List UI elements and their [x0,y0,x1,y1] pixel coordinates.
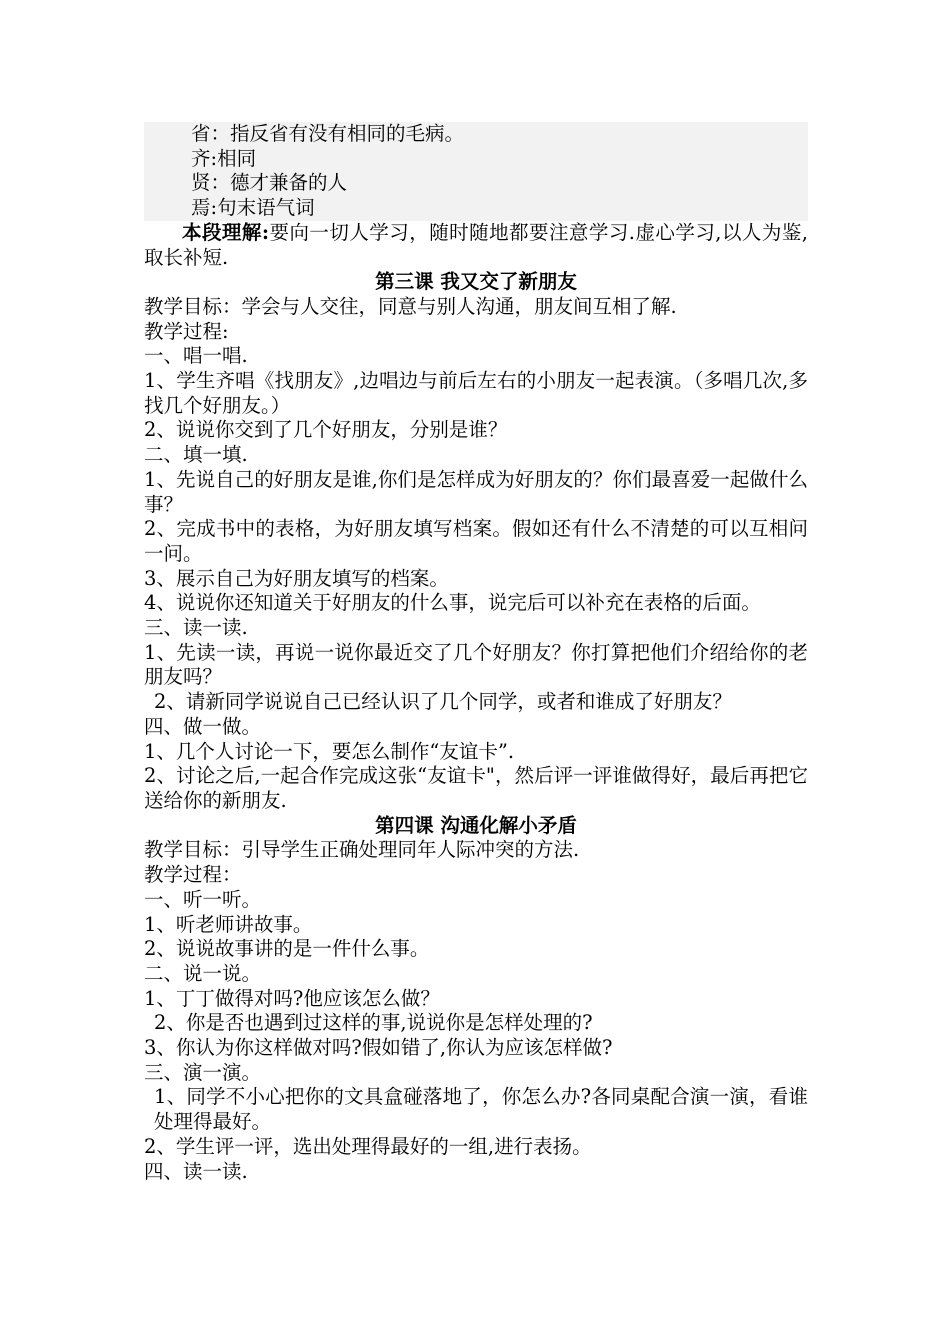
lesson4-item: 1、听老师讲故事。 [144,912,313,936]
summary-paragraph [144,221,808,270]
lesson3-section-title: 三、读一读. [144,616,248,640]
lesson3-item: 1、学生齐唱《找朋友》,边唱边与前后左右的小朋友一起表演。（多唱几次,多找几个好朋友。） [144,369,808,417]
lesson3-section-title: 二、填一填. [144,443,248,467]
glossary-separator: : [210,196,218,220]
summary-label: 本段理解: [182,220,270,244]
lesson3-item: 1、先说自己的好朋友是谁,你们是怎样成为好朋友的？你们最喜爱一起做什么事？ [144,467,808,516]
glossary-separator: ： [210,171,231,195]
lesson3-process-label: 教学过程: [144,319,229,343]
glossary-term: 齐 [191,146,211,170]
lesson4-title: 第四课 沟通化解小矛盾 [375,813,577,837]
lesson3-item: 2、讨论之后,一起合作完成这张“友谊卡"，然后评一评谁做得好，最后再把它送给你的新朋友. [144,764,808,812]
glossary-meaning: 句末语气词 [217,196,315,220]
lesson3-title: 第三课 我又交了新朋友 [375,270,577,294]
lesson4-section-title: 四、读一读. [144,1159,248,1183]
lesson3-section-title: 四、做一做。 [144,714,262,738]
lesson4-process-label: 教学过程： [144,863,242,887]
glossary-term: 贤 [191,171,211,195]
summary-text: 要向一切人学习，随时随地都要注意学习.虚心学习,以人为鉴,取长补短. [144,220,808,269]
lesson4-item: 1、丁丁做得对吗?他应该怎么做？ [144,986,440,1010]
lesson4-section-title: 二、说一说。 [144,961,262,985]
glossary-separator: : [210,146,218,170]
lesson3-item: 2、说说你交到了几个好朋友，分别是谁？ [144,418,508,442]
document-body [144,122,808,1184]
glossary-separator: ： [210,122,231,145]
lesson3-item: 1、先读一读，再说一说你最近交了几个好朋友？你打算把他们介绍给你的老朋友吗？ [144,640,808,689]
lesson4-item: 2、学生评一评，选出处理得最好的一组,进行表扬。 [144,1134,592,1158]
glossary-entry [144,171,808,196]
lesson3-item: 4、说说你还知道关于好朋友的什么事，说完后可以补充在表格的后面。 [144,591,761,615]
glossary-entry [144,147,808,172]
lesson3-item: 2、完成书中的表格，为好朋友填写档案。假如还有什么不清楚的可以互相问一问。 [144,517,808,565]
lesson4-item: 3、你认为你这样做对吗?假如错了,你认为应该怎样做? [144,1036,613,1060]
lesson4-item: 1、同学不小心把你的文具盒碰落地了，你怎么办?各同桌配合演一演，看谁处理得最好。 [154,1085,808,1134]
lesson4-section-title: 三、演一演。 [144,1060,262,1084]
lesson4-item: 2、说说故事讲的是一件什么事。 [144,937,430,961]
glossary-meaning: 指反省有没有相同的毛病。 [230,122,465,145]
lesson4-goal: 教学目标：引导学生正确处理同年人际冲突的方法. [144,838,580,862]
glossary-term: 焉 [191,196,211,220]
glossary-term: 省 [191,122,211,145]
glossary-meaning: 德才兼备的人 [230,171,348,195]
lesson3-item: 2、请新同学说说自己已经认识了几个同学，或者和谁成了好朋友？ [154,690,732,714]
lesson4-item: 2、你是否也遇到过这样的事,说说你是怎样处理的? [154,1011,593,1035]
glossary-entry [144,122,808,147]
glossary-entry [144,196,808,221]
lesson3-goal: 教学目标：学会与人交往，同意与别人沟通，朋友间互相了解. [144,294,677,318]
lesson4-section-title: 一、听一听。 [144,887,262,911]
glossary-meaning: 相同 [217,146,257,170]
lesson3-item: 3、展示自己为好朋友填写的档案。 [144,566,449,590]
lesson3-section-title: 一、唱一唱. [144,344,248,368]
lesson3-item: 1、几个人讨论一下，要怎么制作“友谊卡”. [144,739,515,763]
glossary-block [144,122,808,221]
